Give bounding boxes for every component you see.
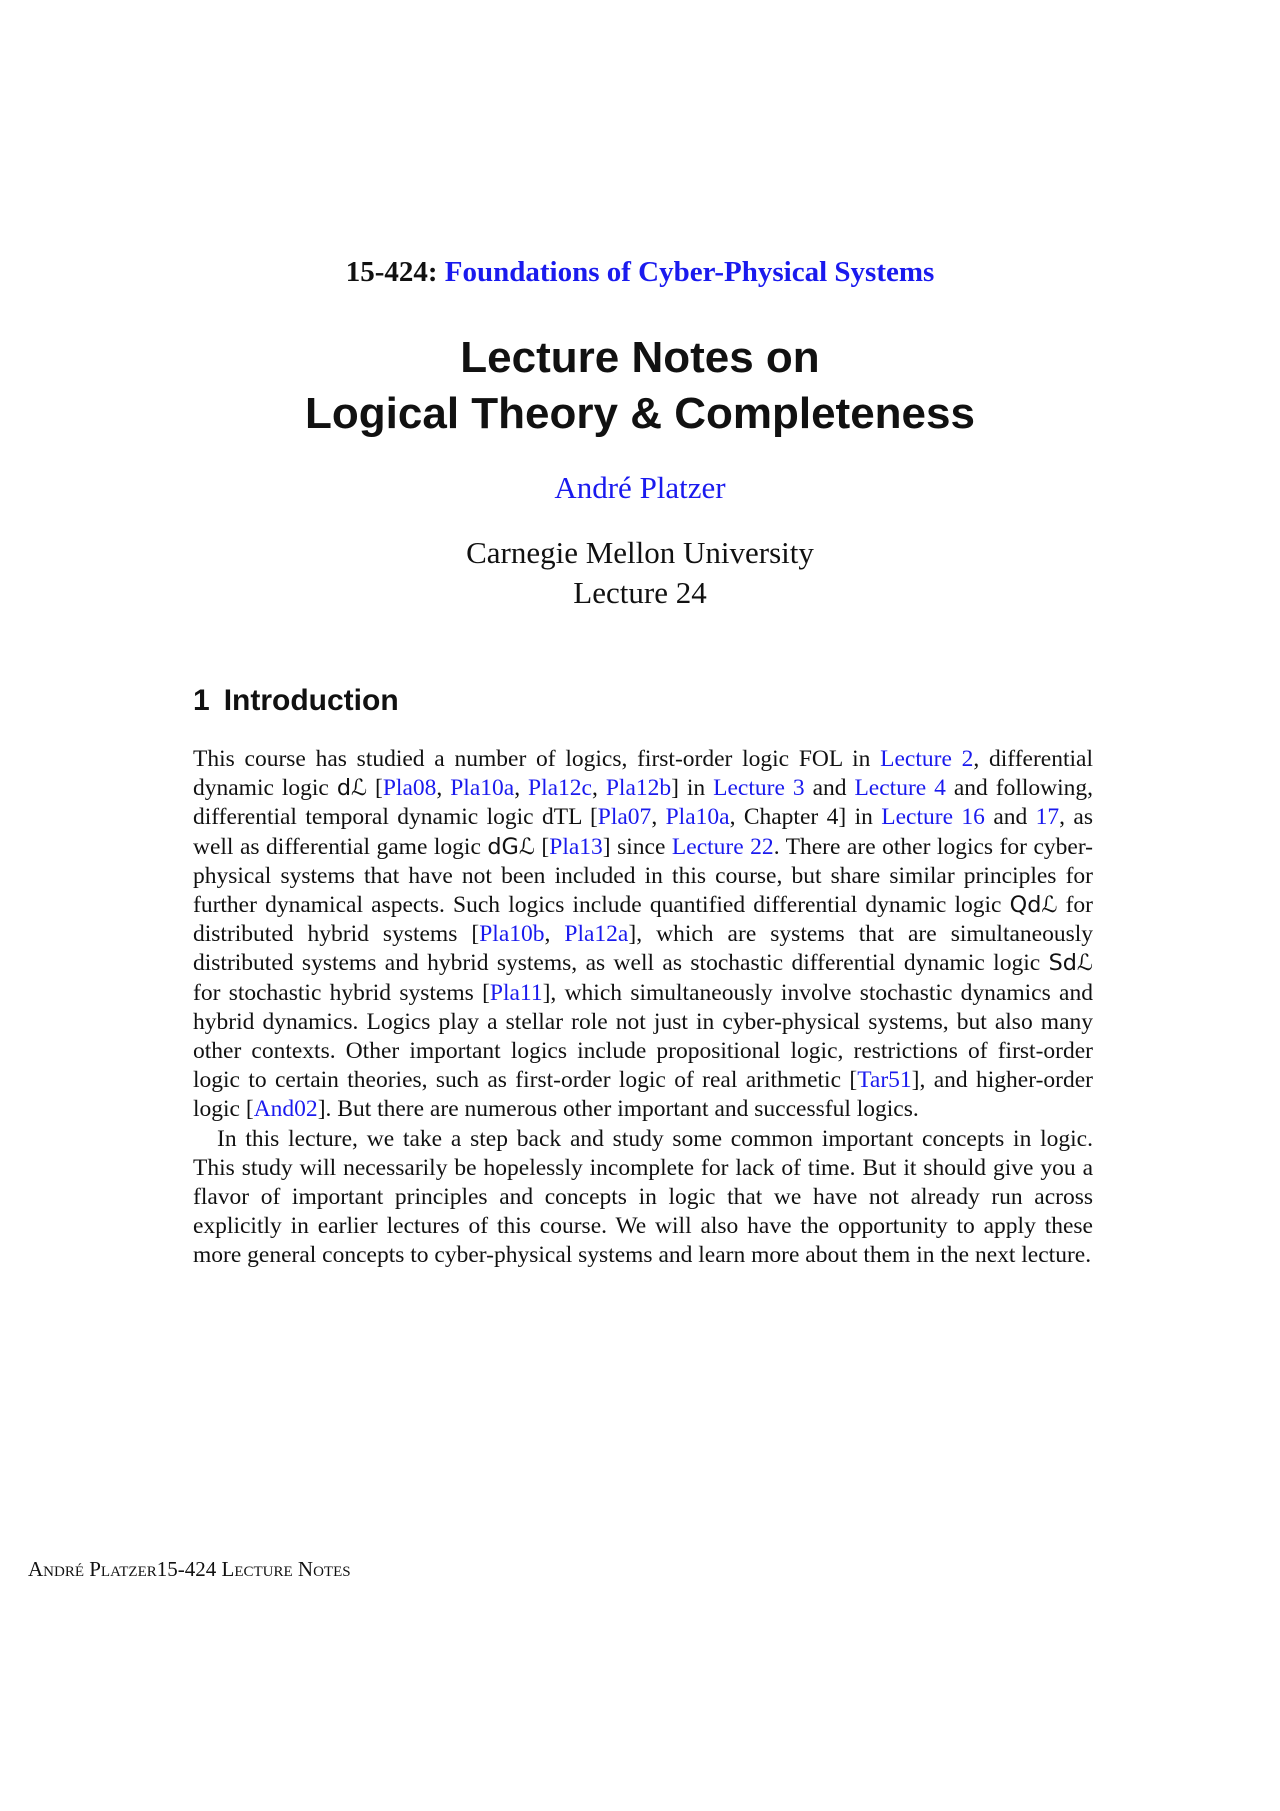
text-run: ], which are systems that are simultaneously distributed systems and hybrid systems, as well as stochastic differential dynamic logic <box>193 921 1094 977</box>
reference-link[interactable]: Pla11 <box>489 979 543 1006</box>
logic-symbol: dGℒ <box>487 833 535 860</box>
paragraph <box>193 745 1093 1125</box>
reference-link[interactable]: And02 <box>253 1096 318 1123</box>
section-title: Introduction <box>223 684 399 717</box>
reference-link[interactable]: Pla12a <box>564 921 629 948</box>
logic-symbol: dℒ <box>336 775 368 802</box>
course-number: 15-424: <box>345 256 438 288</box>
title-line-1: Lecture Notes on <box>460 333 820 382</box>
reference-link[interactable]: Pla10a <box>450 775 515 802</box>
lecture-number: Lecture 24 <box>573 575 707 610</box>
reference-link[interactable]: Pla12c <box>528 775 592 802</box>
footer-notes: 15-424 Lecture Notes <box>156 1557 351 1581</box>
text-run: [ <box>367 775 383 802</box>
reference-link[interactable]: Lecture 22 <box>671 833 774 860</box>
page-title <box>0 330 1280 442</box>
text-run: . There are other logics for cyber-physical systems that have not been included in this course, but share similar principles for further dynamical aspects. Such logics include quantified differential dynamic logic <box>193 833 1093 919</box>
affiliation <box>0 533 1280 613</box>
text-run: , Chapter 4] in <box>729 804 882 831</box>
text-run: , <box>592 775 606 802</box>
text-run: ], and higher-order logic [ <box>193 1067 1093 1123</box>
text-run: In this lecture, we take a step back and study some common important concepts in logic. This study will necessarily be hopelessly incomplete for lack of time. But it should give you a flavor of important principles and concepts in logic that we have not already run across explicitly in earlier lectures of this course. We will also have the opportunity to apply these more general concepts to cyber-physical systems and learn more about them in the next lecture. <box>193 1125 1093 1269</box>
text-run: ]. But there are numerous other important and successful logics. <box>317 1096 919 1123</box>
text-run: , <box>651 804 666 831</box>
reference-link[interactable]: Lecture 2 <box>880 746 974 772</box>
reference-link[interactable]: Lecture 4 <box>854 775 946 802</box>
logic-symbol: Qdℒ <box>1009 892 1058 919</box>
text-run: for distributed hybrid systems [ <box>193 892 1094 948</box>
title-line-2: Logical Theory & Completeness <box>305 389 975 438</box>
reference-link[interactable]: Pla10a <box>665 804 730 831</box>
author-link[interactable]: André Platzer <box>554 470 726 505</box>
text-run: [ <box>534 833 550 860</box>
reference-link[interactable]: Tar51 <box>857 1067 912 1094</box>
reference-link[interactable]: Pla07 <box>597 804 652 831</box>
text-run: ] since <box>602 833 672 860</box>
reference-link[interactable]: Pla10b <box>479 921 545 948</box>
course-header <box>0 256 1280 289</box>
reference-link[interactable]: Lecture 16 <box>881 804 985 831</box>
reference-link[interactable]: Lecture 3 <box>713 775 805 802</box>
reference-link[interactable]: Pla13 <box>549 833 603 860</box>
section-heading <box>193 684 399 718</box>
text-run: This course has studied a number of logics, first-order logic FOL in <box>193 746 881 772</box>
text-run: ], which simultaneously involve stochastic dynamics and hybrid dynamics. Logics play a stellar role not just in cyber-physical systems, but also many other contexts. Other important logics include propositional logic, restrictions of first-order logic to certain theories, such as first-order logic of real arithmetic [ <box>193 979 1093 1094</box>
text-run: , <box>514 775 529 802</box>
text-run: and following, differential temporal dynamic logic dTL [ <box>193 775 1094 831</box>
reference-link[interactable]: Pla12b <box>605 775 672 802</box>
paragraph <box>193 1125 1093 1271</box>
footer-author: André Platzer <box>28 1557 157 1581</box>
reference-link[interactable]: Pla08 <box>382 775 437 802</box>
university: Carnegie Mellon University <box>466 535 814 570</box>
text-run: , differential dynamic logic <box>193 746 1093 802</box>
text-run: , <box>436 775 451 802</box>
text-run: for stochastic hybrid systems [ <box>193 979 490 1006</box>
text-run: , as well as differential game logic <box>193 804 1094 860</box>
logic-symbol: Sdℒ <box>1048 950 1093 977</box>
text-run: and <box>804 775 855 802</box>
author <box>0 470 1280 506</box>
course-name-link[interactable]: Foundations of Cyber-Physical Systems <box>444 256 935 288</box>
text-run: ] in <box>671 775 714 802</box>
reference-link[interactable]: 17 <box>1035 804 1060 831</box>
text-run: , <box>544 921 565 948</box>
section-number: 1 <box>193 684 210 717</box>
page-footer <box>28 1557 351 1582</box>
text-run: and <box>984 804 1036 831</box>
body-text <box>193 745 1093 1271</box>
